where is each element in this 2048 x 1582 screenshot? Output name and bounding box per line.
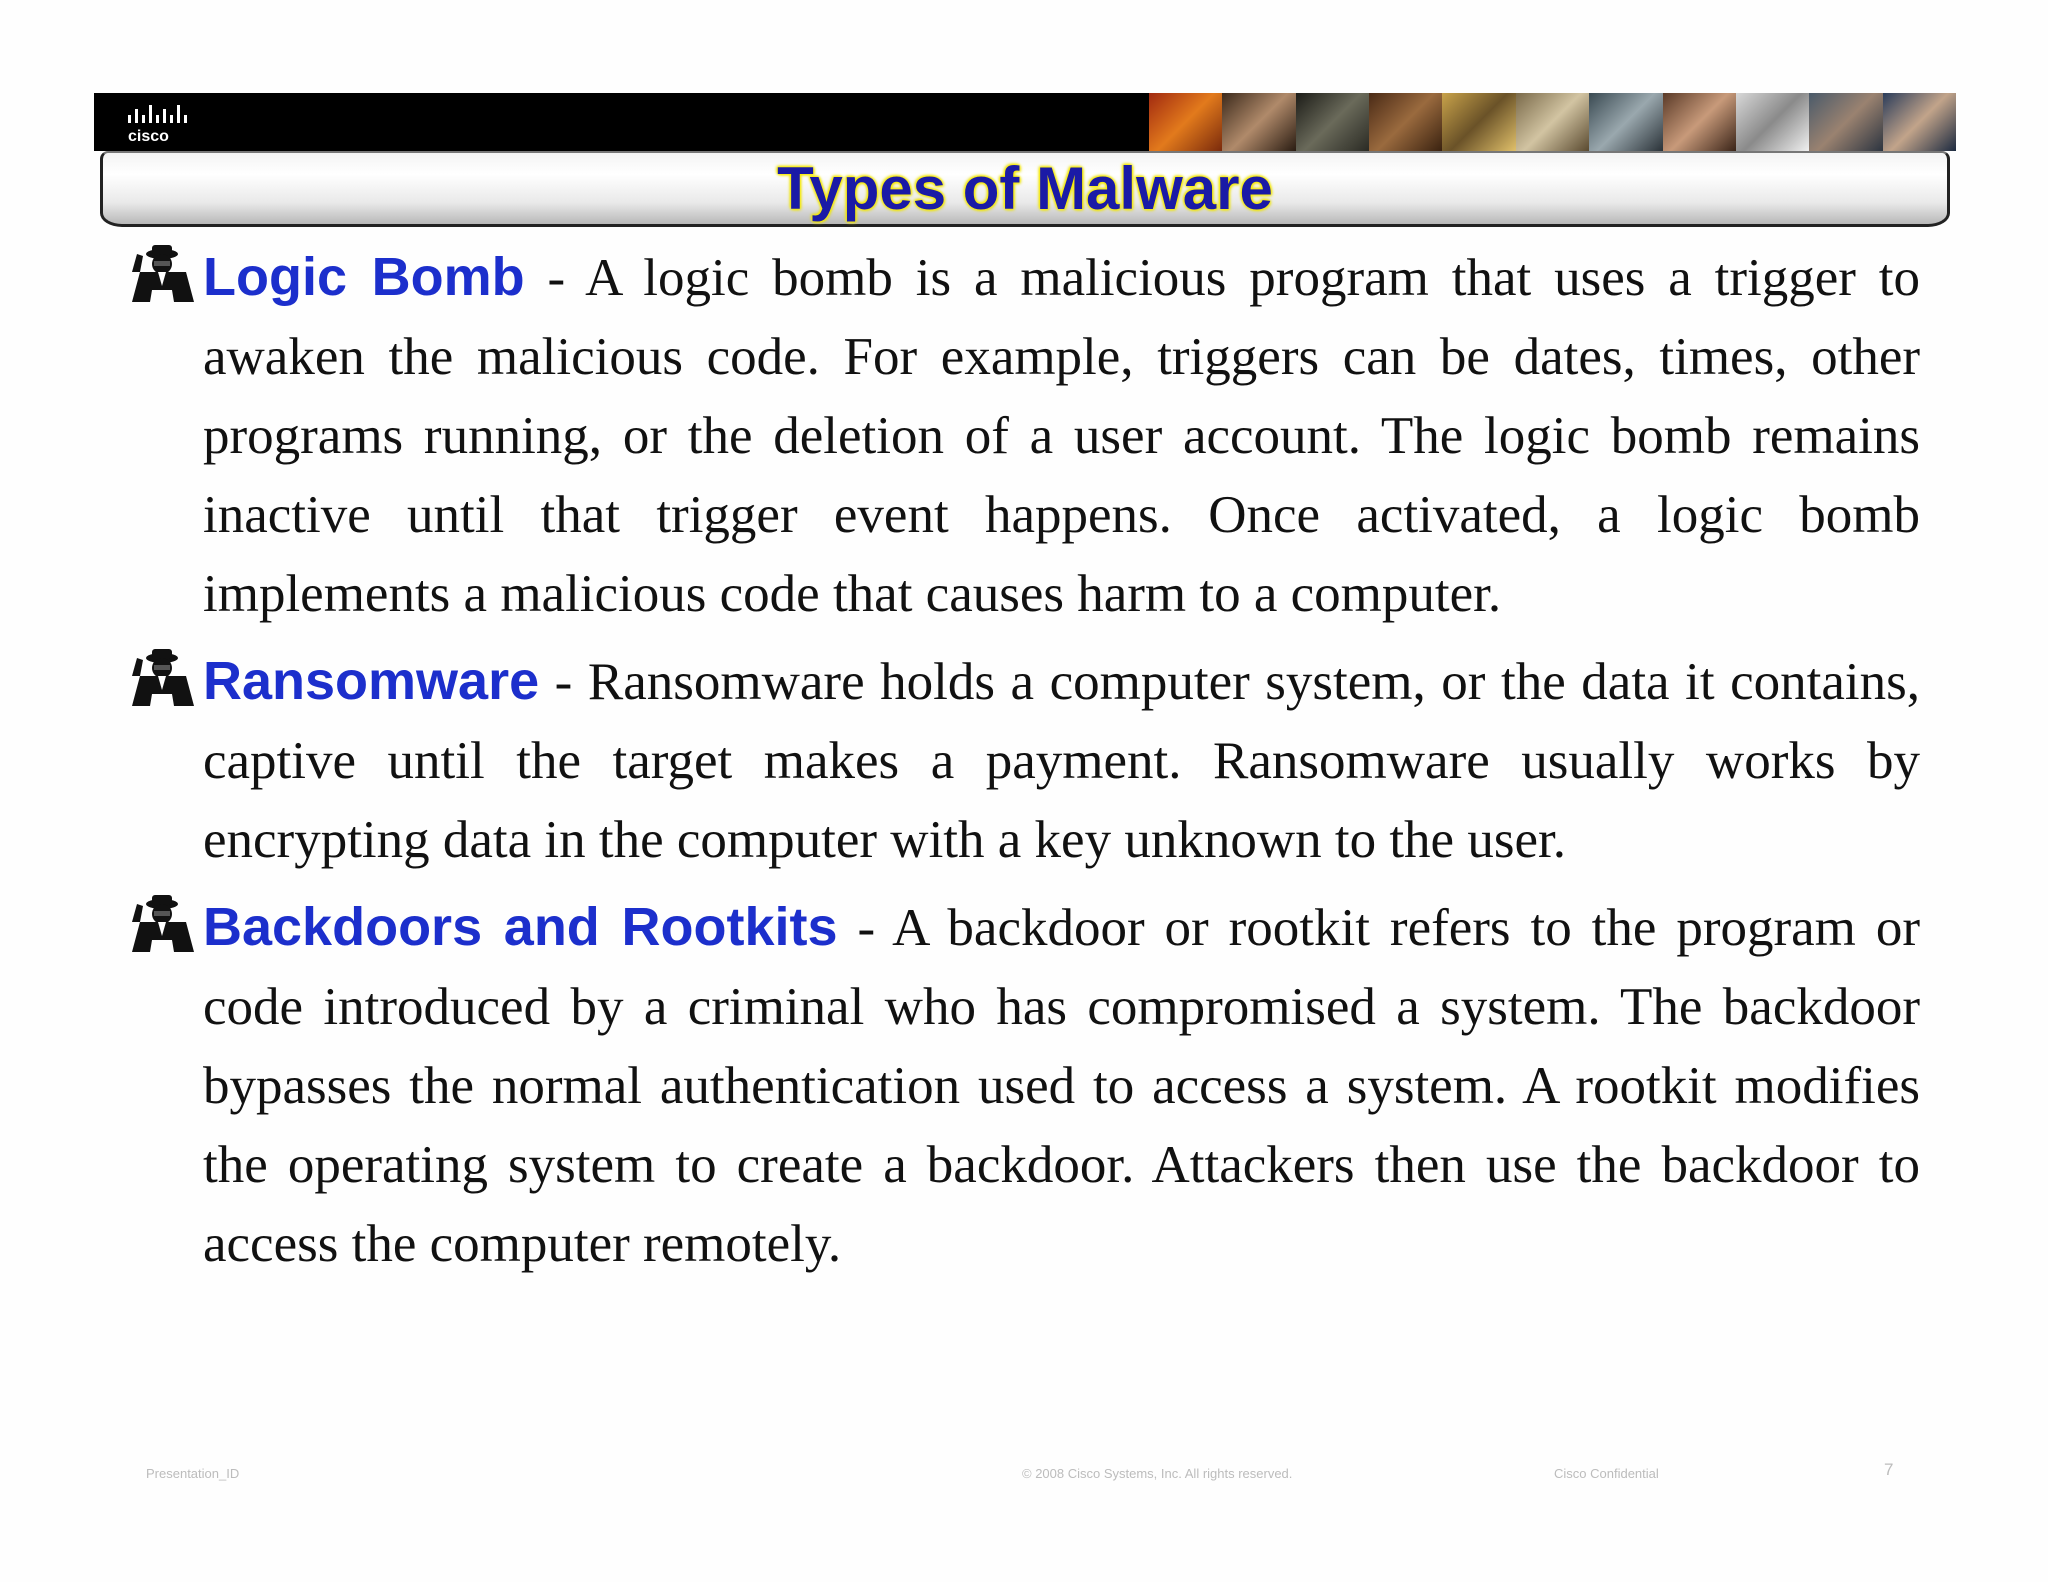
spy-agent-icon	[128, 892, 198, 954]
header-photo	[1369, 93, 1442, 151]
header-photo	[1296, 93, 1369, 151]
item-paragraph	[203, 888, 1920, 1284]
header-photo	[1149, 93, 1222, 151]
spy-agent-icon	[128, 646, 198, 708]
spy-agent-icon	[128, 242, 198, 304]
svg-text:cisco: cisco	[128, 128, 169, 145]
term-separator: -	[837, 899, 893, 957]
header-photo	[1442, 93, 1515, 151]
list-item	[128, 642, 1920, 880]
page-title: Types of Malware	[777, 155, 1273, 222]
item-text: A logic bomb is a malicious program that uses a trigger to awaken the malicious code. For example, triggers can be dates, times, other programs running, or the deletion of a user account. The logic bomb remains inactive until that trigger event happens. Once activated, a logic bomb implements a malicious code that causes harm to a computer.	[203, 249, 1920, 623]
slide-header	[94, 93, 1956, 229]
header-photo	[1516, 93, 1589, 151]
slide-footer	[0, 1460, 2048, 1496]
confidential-label: Cisco Confidential	[1554, 1466, 1659, 1481]
header-photo-strip	[1149, 93, 1956, 151]
header-photo	[1663, 93, 1736, 151]
item-term: Backdoors and Rootkits	[203, 897, 838, 957]
copyright-notice: © 2008 Cisco Systems, Inc. All rights reserved.	[1022, 1466, 1293, 1481]
term-separator: -	[524, 249, 586, 307]
header-photo	[1589, 93, 1662, 151]
item-paragraph	[203, 238, 1920, 634]
header-photo	[1809, 93, 1882, 151]
list-item	[128, 238, 1920, 634]
header-photo	[1222, 93, 1295, 151]
slide-content	[128, 238, 1920, 1292]
cisco-logo-icon	[122, 101, 202, 147]
page-number: 7	[1884, 1460, 1894, 1479]
term-separator: -	[539, 653, 588, 711]
item-paragraph	[203, 642, 1920, 880]
item-term: Logic Bomb	[203, 247, 525, 307]
item-term: Ransomware	[203, 651, 540, 711]
presentation-id: Presentation_ID	[146, 1466, 240, 1481]
list-item	[128, 888, 1920, 1284]
header-photo	[1736, 93, 1809, 151]
item-text: A backdoor or rootkit refers to the program or code introduced by a criminal who has compromised a system. The backdoor bypasses the normal authentication used to access a system. A rootkit modifies the operating system to create a backdoor. Attackers then use the backdoor to access the computer remotely.	[203, 899, 1920, 1273]
item-text: Ransomware holds a computer system, or the data it contains, captive until the target makes a payment. Ransomware usually works by encrypting data in the computer with a key unknown to the user.	[203, 653, 1920, 869]
header-top-bar	[94, 93, 1956, 151]
header-photo	[1883, 93, 1956, 151]
